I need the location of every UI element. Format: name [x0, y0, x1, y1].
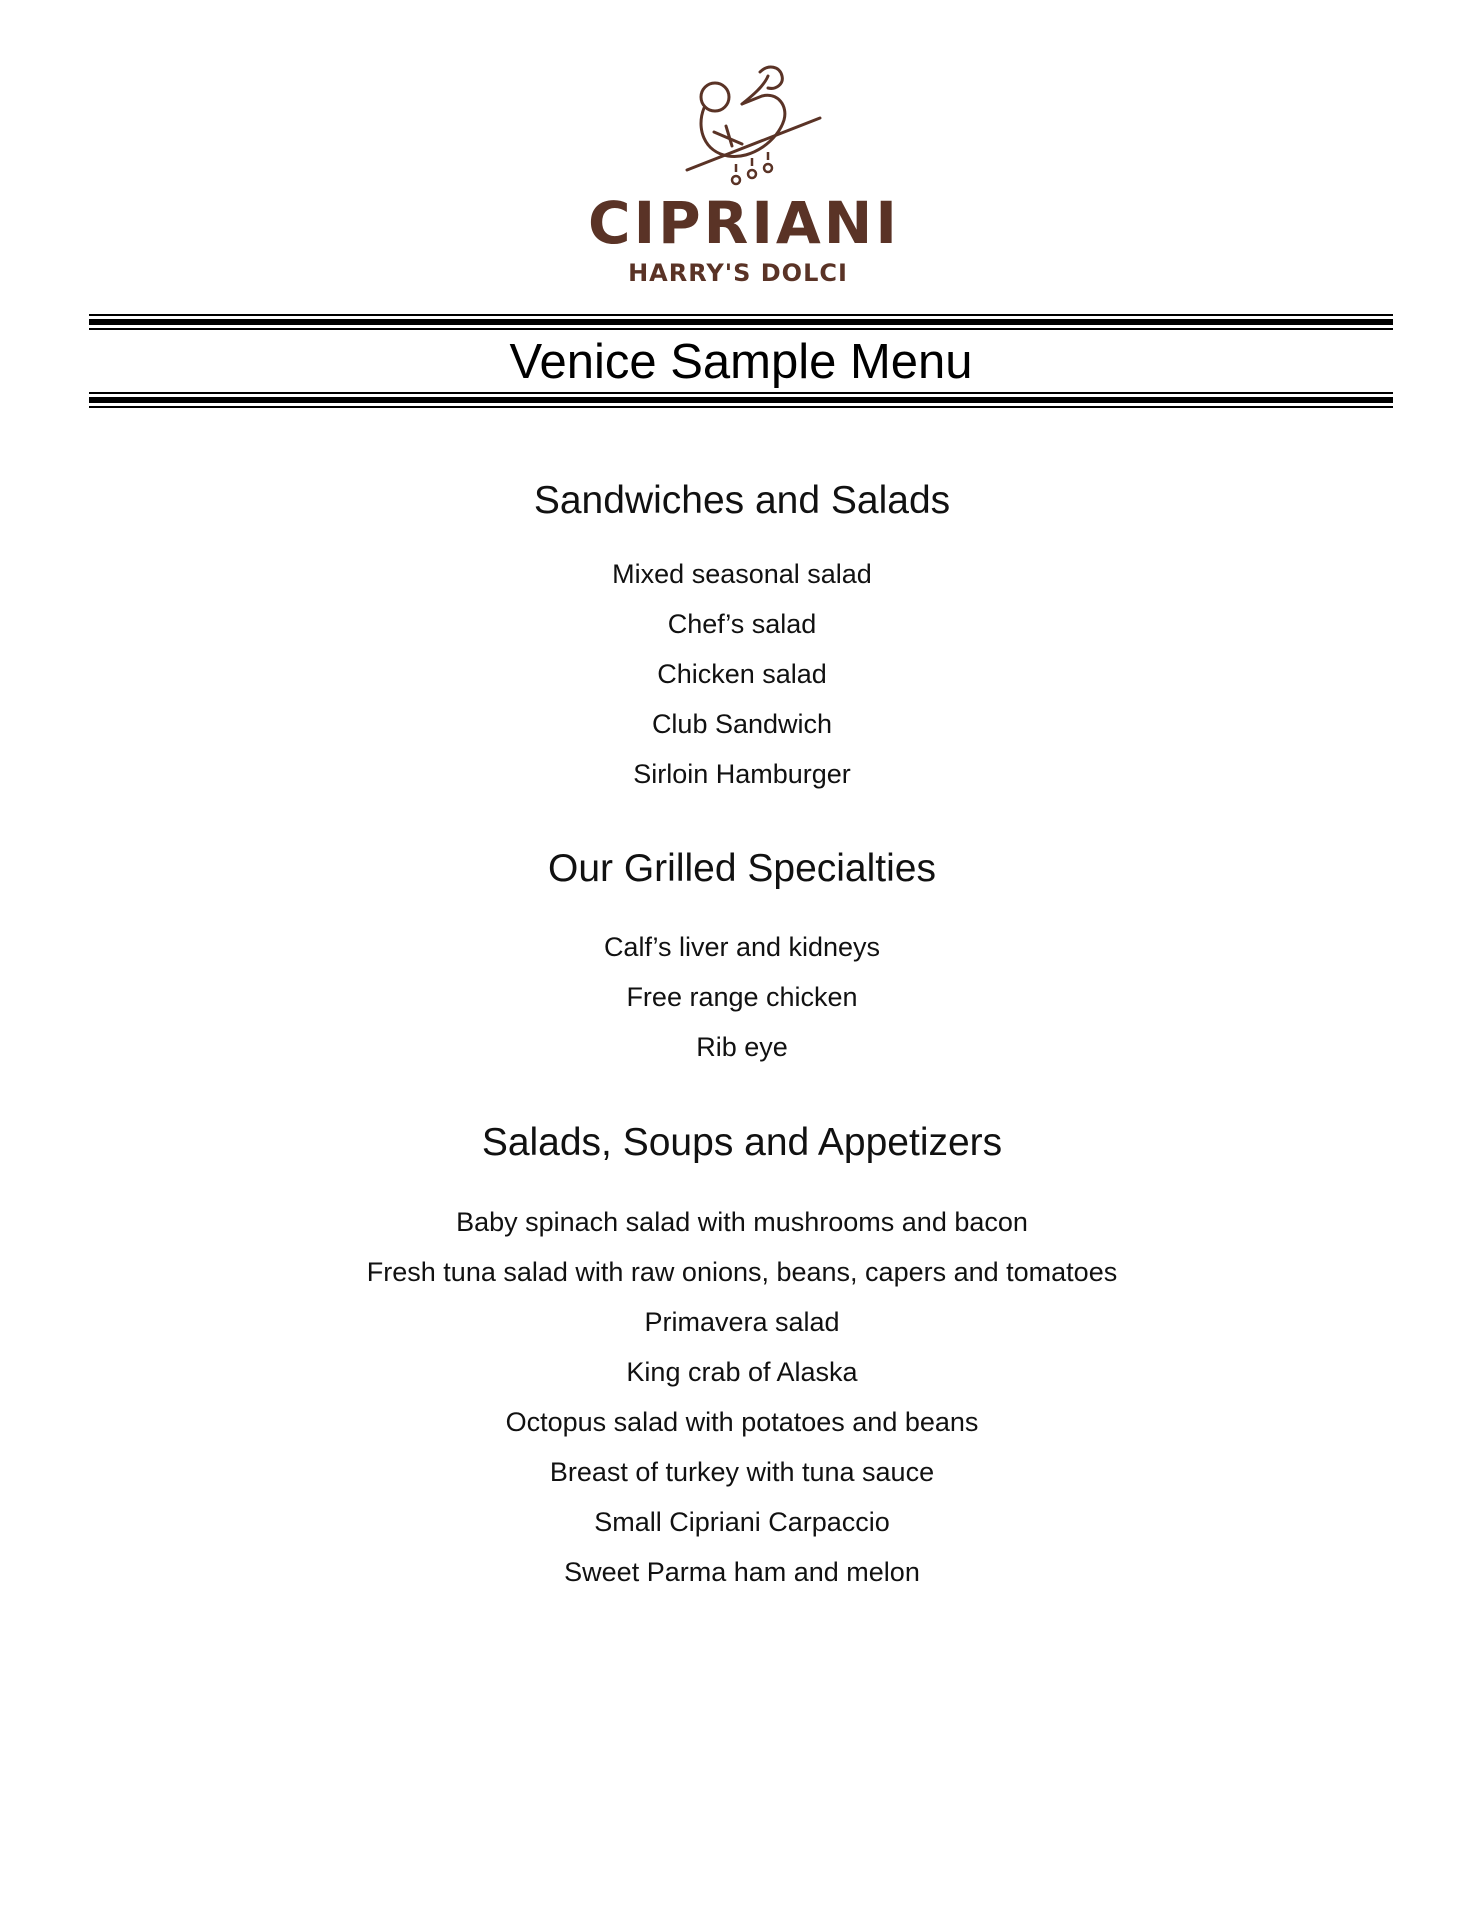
menu-item: Octopus salad with potatoes and beans — [505, 1407, 979, 1437]
logo-brand: CIPRIANI — [588, 189, 900, 257]
menu-item: Small Cipriani Carpaccio — [594, 1507, 890, 1537]
page-title: Venice Sample Menu — [509, 335, 973, 389]
menu-item: Breast of turkey with tuna sauce — [549, 1457, 935, 1487]
menu-item: Fresh tuna salad with raw onions, beans, capers and tomatoes — [366, 1257, 1118, 1287]
menu-item: Club Sandwich — [651, 709, 833, 739]
menu-item: King crab of Alaska — [626, 1357, 858, 1387]
menu-item: Chicken salad — [657, 659, 827, 689]
menu-item: Mixed seasonal salad — [612, 559, 872, 589]
menu-item: Calf’s liver and kidneys — [603, 932, 881, 962]
menu-item: Sirloin Hamburger — [633, 759, 851, 789]
menu-item: Chef’s salad — [667, 609, 817, 639]
section-title-grilled-specialties: Our Grilled Specialties — [548, 847, 936, 890]
section-title-salads-soups-appetizers: Salads, Soups and Appetizers — [481, 1121, 1003, 1164]
logo-subbrand: HARRY'S DOLCI — [628, 259, 848, 287]
section-title-sandwiches-and-salads: Sandwiches and Salads — [533, 479, 951, 522]
menu-item: Free range chicken — [626, 982, 858, 1012]
menu-item: Baby spinach salad with mushrooms and bacon — [456, 1207, 1028, 1237]
title-bottom-rule — [89, 392, 1393, 408]
menu-item: Rib eye — [696, 1032, 788, 1062]
menu-item: Primavera salad — [644, 1307, 840, 1337]
title-top-rule — [89, 314, 1393, 330]
menu-item: Sweet Parma ham and melon — [564, 1557, 920, 1587]
cipriani-logo — [588, 60, 900, 292]
